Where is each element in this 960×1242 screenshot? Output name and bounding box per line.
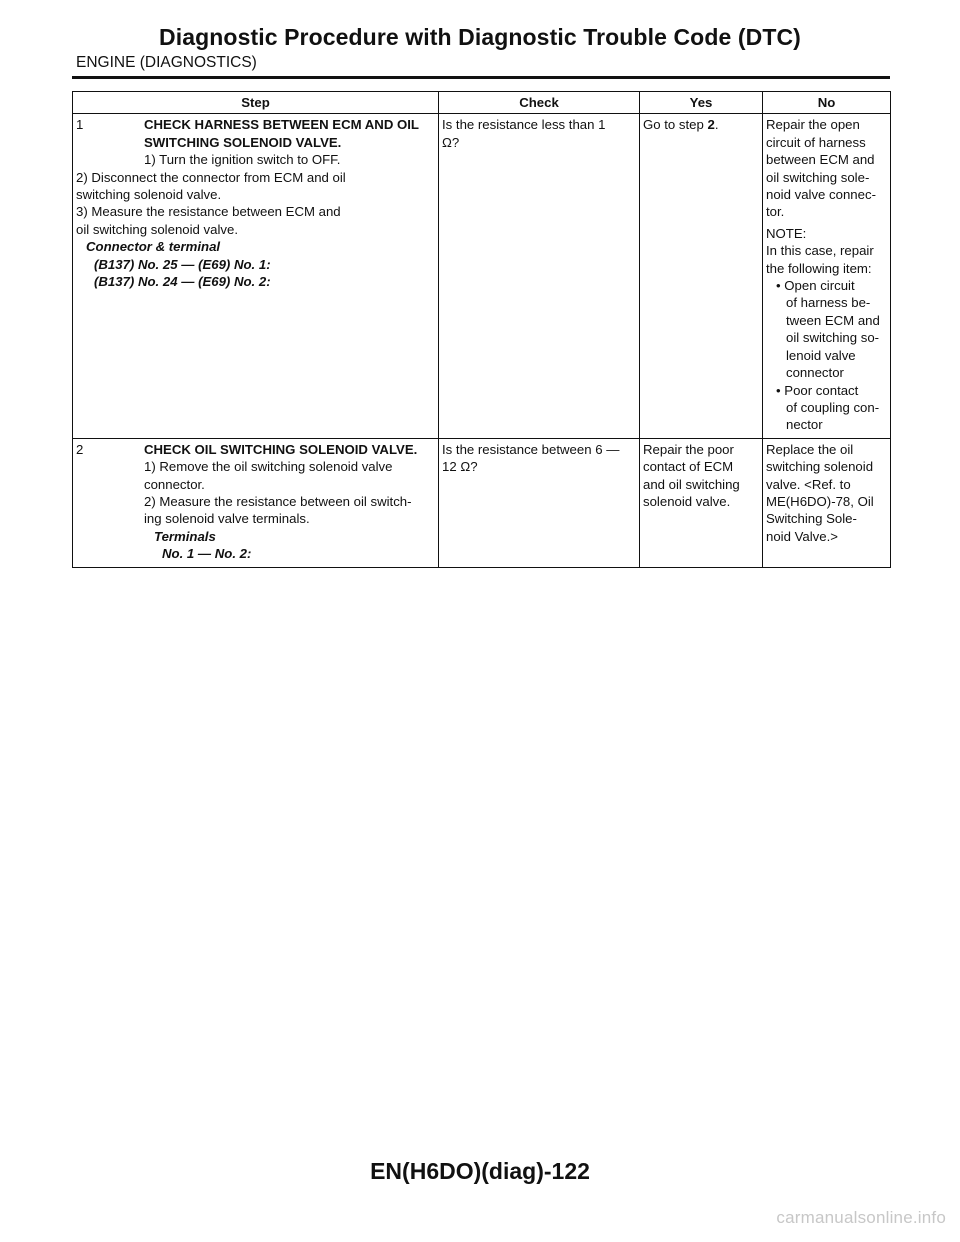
instruction-line: oil switching solenoid valve. (76, 221, 238, 237)
spec-value: (B137) No. 24 — (E69) No. 2: (94, 274, 271, 290)
instruction-line: ing solenoid valve terminals. (144, 511, 310, 527)
spec-label: Connector & terminal (86, 239, 221, 255)
spec-label: Terminals (154, 528, 216, 544)
page-number: EN(H6DO)(diag)-122 (370, 1158, 590, 1184)
check-cell: Is the resistance between 6 — 12 Ω? (439, 438, 640, 567)
watermark: carmanualsonline.info (776, 1208, 946, 1227)
ref-link[interactable]: noid Valve.> (766, 528, 838, 544)
table-header-row (73, 92, 891, 114)
yes-cell: Repair the poor contact of ECM and oil switching solenoid valve. (640, 438, 763, 567)
header-rule (72, 76, 890, 79)
yes-cell: Go to step 2. (640, 114, 763, 438)
ref-link[interactable]: valve. <Ref. to (766, 476, 851, 492)
ref-link[interactable]: Switching Sole- (766, 511, 857, 527)
no-cell: Replace the oil switching solenoid valve. <Ref. to ME(H6DO)-78, Oil Switching Sole- noid Valve.> (763, 438, 891, 567)
table-row (73, 114, 891, 438)
instruction-line: 1) Turn the ignition switch to OFF. (144, 152, 341, 168)
instruction-line: 2) Disconnect the connector from ECM and oil (76, 169, 346, 185)
step-cell (73, 114, 439, 438)
no-cell: Repair the open circuit of harness between ECM and oil switching sole- noid valve connec- tor. NOTE: In this case, repair the following item: • Open circuit of harness be- tween ECM and oil switching so- lenoid valve connector • Poor contact of coupling con- nector (763, 114, 891, 438)
spec-value: No. 1 — No. 2: (162, 546, 252, 562)
column-header-no: No (763, 92, 891, 114)
step-title: CHECK HARNESS BETWEEN ECM AND OIL SWITCHING SOLENOID VALVE. (144, 117, 419, 150)
diagnostic-table (72, 91, 891, 568)
section-title: ENGINE (DIAGNOSTICS) (76, 54, 257, 71)
step-instructions-body (76, 169, 435, 291)
instruction-line: 3) Measure the resistance between ECM and (76, 204, 341, 220)
step-instructions-body (76, 458, 435, 562)
instruction-line: switching solenoid valve. (76, 187, 222, 203)
page-title: Diagnostic Procedure with Diagnostic Trouble Code (DTC) (159, 24, 801, 50)
step-reference: 2 (707, 117, 715, 133)
column-header-check: Check (439, 92, 640, 114)
instruction-line: 2) Measure the resistance between oil switch- (144, 493, 412, 509)
note-bullet-list: • Open circuit of harness be- tween ECM and oil switching so- lenoid valve connector • Poor contact of coupling con- nector (766, 277, 887, 434)
column-header-yes: Yes (640, 92, 763, 114)
bullet-item: • Poor contact (776, 382, 859, 398)
table-row (73, 438, 891, 567)
step-instructions (8, 151, 435, 168)
spec-value: (B137) No. 25 — (E69) No. 1: (94, 256, 271, 272)
step-number: 2 (76, 441, 84, 457)
column-header-step: Step (73, 92, 439, 114)
bullet-item: • Open circuit (776, 278, 855, 294)
ref-link[interactable]: ME(H6DO)-78, Oil (766, 493, 874, 509)
step-number: 1 (76, 117, 84, 133)
check-cell: Is the resistance less than 1 Ω? (439, 114, 640, 438)
instruction-line: connector. (144, 476, 205, 492)
step-title: CHECK OIL SWITCHING SOLENOID VALVE. (144, 441, 418, 457)
instruction-line: 1) Remove the oil switching solenoid valve (144, 459, 393, 475)
step-cell (73, 438, 439, 567)
note-label: NOTE: (766, 225, 807, 241)
